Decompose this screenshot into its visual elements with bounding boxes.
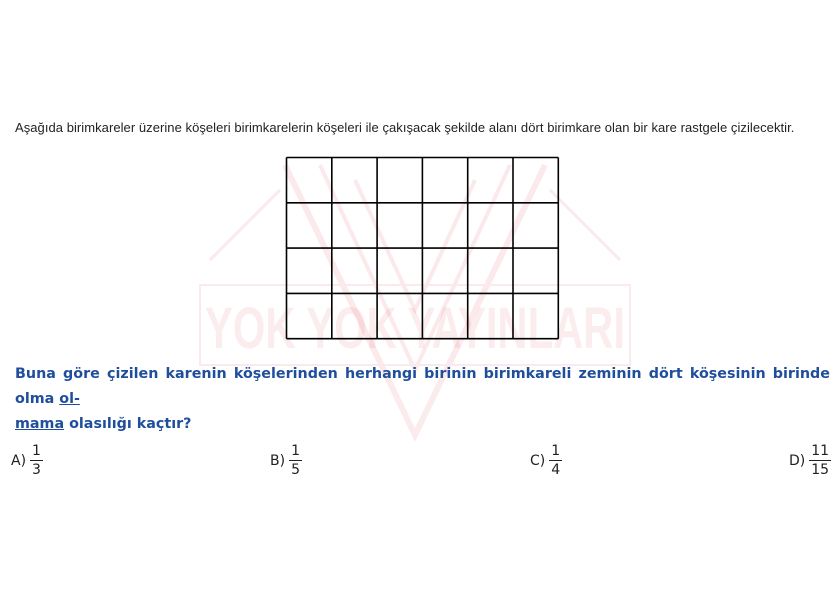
question-prompt-part2: olasılığı kaçtır? — [64, 416, 192, 432]
fraction-numerator: 11 — [811, 443, 830, 459]
option-letter: B) — [270, 452, 286, 469]
fraction-denominator: 3 — [32, 462, 41, 478]
answer-option-b[interactable] — [270, 443, 302, 478]
option-fraction — [809, 443, 831, 478]
option-fraction — [30, 443, 43, 478]
question-prompt — [15, 362, 830, 437]
question-intro: Aşağıda birimkareler üzerine köşeleri birimkarelerin köşeleri ile çakışacak şekilde alanı dört birimkare olan bir kare rastgele çizilecektir. — [15, 120, 795, 135]
question-prompt-part1: Buna göre çizilen karenin köşelerinden herhangi birinin birimkareli zeminin dört köşesinin birinde olma — [15, 366, 830, 407]
fraction-denominator: 15 — [811, 462, 830, 478]
fraction-denominator: 5 — [291, 462, 300, 478]
question-prompt-underlined-1: ol- — [59, 391, 80, 407]
answer-option-c[interactable] — [530, 443, 562, 478]
unit-square-grid — [285, 156, 560, 348]
fraction-numerator: 1 — [551, 443, 561, 459]
option-fraction — [549, 443, 562, 478]
answer-option-d[interactable] — [789, 443, 831, 478]
fraction-denominator: 4 — [551, 462, 561, 478]
fraction-numerator: 1 — [291, 443, 300, 459]
option-fraction — [289, 443, 302, 478]
option-letter: C) — [530, 452, 546, 469]
question-prompt-underlined-2: mama — [15, 416, 65, 432]
answer-option-a[interactable] — [11, 443, 43, 478]
option-letter: A) — [11, 452, 27, 469]
option-letter: D) — [789, 452, 806, 469]
fraction-numerator: 1 — [32, 443, 41, 459]
watermark-text: YOK YOK YAYINLARI — [205, 296, 625, 361]
